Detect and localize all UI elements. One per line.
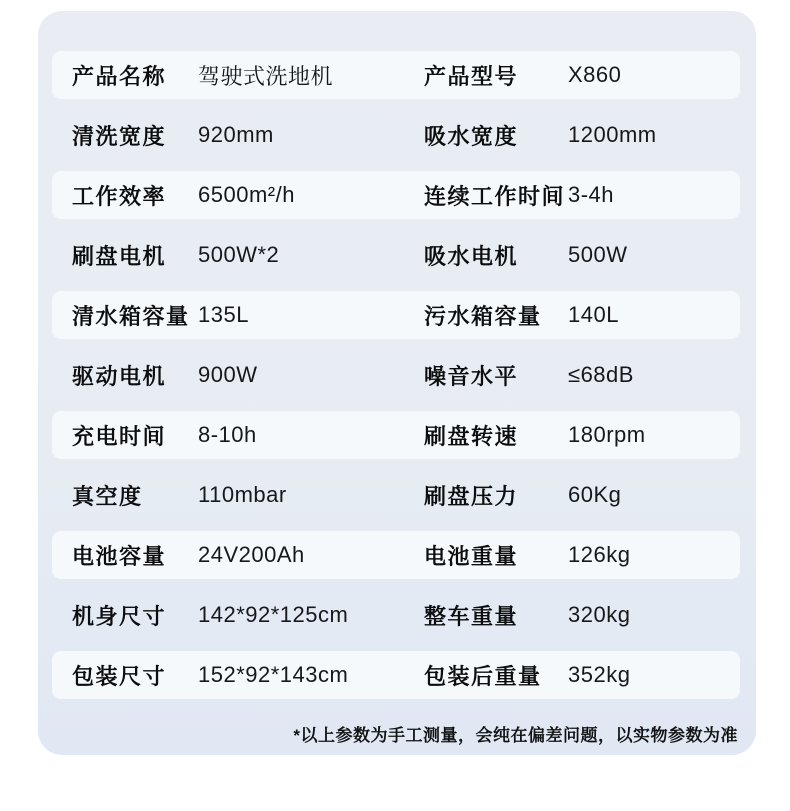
spec-label-2: 电池重量	[424, 543, 519, 569]
spec-table	[52, 51, 740, 699]
spec-label-2: 刷盘压力	[424, 483, 519, 509]
table-row	[52, 111, 740, 159]
table-row	[52, 351, 740, 399]
spec-label-1: 电池容量	[72, 543, 167, 569]
spec-value-1: 900W	[198, 362, 258, 387]
spec-label-1: 清水箱容量	[72, 303, 190, 329]
table-row	[52, 171, 740, 219]
spec-label-2: 刷盘转速	[424, 423, 519, 449]
spec-label-1: 真空度	[72, 483, 143, 509]
table-row	[52, 231, 740, 279]
table-row	[52, 471, 740, 519]
spec-value-2: 60Kg	[568, 482, 622, 507]
spec-label-2: 噪音水平	[424, 363, 519, 389]
spec-value-2: X860	[568, 62, 622, 87]
spec-value-2: 1200mm	[568, 122, 657, 147]
spec-label-1: 工作效率	[72, 183, 167, 209]
spec-value-1: 110mbar	[198, 482, 287, 507]
spec-label-2: 产品型号	[424, 63, 519, 89]
table-row	[52, 411, 740, 459]
spec-label-1: 充电时间	[72, 423, 167, 449]
spec-label-1: 刷盘电机	[72, 243, 167, 269]
spec-label-2: 吸水宽度	[424, 123, 519, 149]
spec-value-1: 135L	[198, 302, 249, 327]
spec-value-1: 152*92*143cm	[198, 662, 349, 687]
spec-value-2: 126kg	[568, 542, 631, 567]
spec-label-1: 清洗宽度	[72, 123, 167, 149]
spec-label-2: 污水箱容量	[424, 303, 542, 329]
table-row	[52, 591, 740, 639]
spec-label-2: 整车重量	[424, 603, 519, 629]
footnote: *以上参数为手工测量，会纯在偏差问题，以实物参数为准	[293, 726, 738, 745]
table-row	[52, 51, 740, 99]
spec-value-2: 500W	[568, 242, 628, 267]
spec-value-1: 6500m²/h	[198, 182, 295, 207]
spec-value-2: 140L	[568, 302, 619, 327]
spec-label-1: 包装尺寸	[72, 663, 167, 689]
spec-label-2: 包装后重量	[424, 663, 542, 689]
spec-value-1: 驾驶式洗地机	[198, 63, 334, 89]
spec-value-2: ≤68dB	[568, 362, 634, 387]
table-row	[52, 291, 740, 339]
spec-value-1: 142*92*125cm	[198, 602, 349, 627]
spec-value-1: 920mm	[198, 122, 274, 147]
spec-value-1: 8-10h	[198, 422, 257, 447]
table-row	[52, 651, 740, 699]
spec-label-1: 驱动电机	[72, 363, 167, 389]
spec-label-1: 产品名称	[72, 63, 167, 89]
spec-value-2: 320kg	[568, 602, 631, 627]
table-row	[52, 531, 740, 579]
spec-value-2: 3-4h	[568, 182, 615, 207]
spec-panel	[38, 11, 756, 755]
spec-value-1: 500W*2	[198, 242, 280, 267]
spec-value-2: 180rpm	[568, 422, 646, 447]
spec-value-2: 352kg	[568, 662, 631, 687]
spec-label-2: 吸水电机	[424, 243, 519, 269]
spec-label-1: 机身尺寸	[72, 603, 167, 629]
spec-value-1: 24V200Ah	[198, 542, 305, 567]
spec-label-2: 连续工作时间	[424, 183, 566, 209]
